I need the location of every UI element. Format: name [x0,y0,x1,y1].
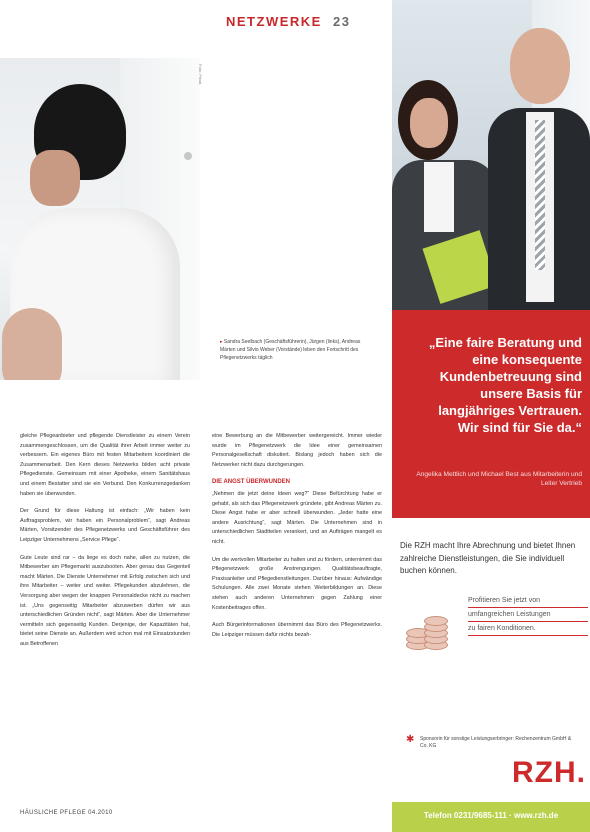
ad-photo-man-head [510,28,570,104]
ad-contact-text: Telefon 0231/9685-111 · www.rzh.de [423,811,559,820]
paragraph: „Nehmen die jetzt deine Ideen weg?“ Diese Befürchtung habe er gehabt, als sich das Pflegenetzwerk gründete, gibt Andreas Märten zu. Diese Angst habe er aber schnell überwunden. „Jeder hatte eine andere Ausrichtung“, sagt Märten. Die Unternehmen sind in unterschiedlichen Stadtteilen verankert, und an Aufträgen mangelt es nicht. [212,490,382,545]
section-subheading: DIE ANGST ÜBERWUNDEN [212,479,291,486]
benefit-line: umfangreichen Leistungen [468,610,588,622]
article-column-1 [20,432,190,657]
caption-bullet-icon: ▸ [220,339,224,345]
page-number: 23 [332,14,351,29]
paragraph: gleiche Pflegeanbieter und pflegende Dienstleister zu einem Verein zusammengeschlossen, um die Qualität ihrer Arbeit immer weiter zu verbessern. Ein eigenes Büro mit festen Mitarbeitern koordiniert die Zusammenarbeit. Den Kern dieses Netzwerks bilden acht private Pflegedienste. Gemeinsam mit einer Apotheke, einem Sanitätshaus und einem Bestatter sind sie ein Verbund. Den Konkurrenzgedanken haben sie überwunden. [20,433,190,497]
page-footer: HÄUSLICHE PFLEGE 04.2010 [20,810,113,816]
ad-intro-text: Die RZH macht Ihre Abrechnung und bietet Ihnen zahlreiche Dienstleistungen, die Sie individuell buchen können. [400,541,576,575]
ad-sponsor-text: Sponsorin für sonstige Leistungserbringer: Rechenzentrum GmbH & Co. KG [420,736,572,749]
ad-photo [392,0,590,310]
paragraph: Der Grund für diese Haltung ist einfach: „Wir haben kein Auftragsproblem, wir haben ein Personalproblem“, sagt Andreas Märten, Vorsitzender des Pflegenetzwerks und Geschäftsführer des Leipziger Unternehmens „Service Pflege“. [20,508,190,543]
paragraph: eine Bewerbung an die Mitbewerber weitergereicht. Immer wieder wurde im Pflegenetzwerk die Idee einer gemeinsamen Personalgesellschaft diskutiert. Bislang jedoch haben sich die Netzwerker nicht dazu durchgerungen. [212,433,382,468]
paragraph: Gute Leute sind rar – da liege es doch nahe, allen zu nutzen, die Mitbewerber am Pflegemarkt auszubooten. Aber genau das Gegenteil macht Märten. Die Dienste Unternehmer mit Erfolg zwischen sich und ihre Mitarbeiter – weiter und weiter. Pflegekunden abzulehnen, die Versorgung aber wegen der knappen Personaldecke nicht zu machen ist. „Uns gegenseitig Mitarbeiter abzuwerben dürfen wir aus unterschiedlichen Gründen nicht“, sagt Märten. Aber die Unternehmer vermitteln sich gegenseitig Kunden. Derjenige, der Kapazitäten hat, bietet seine Dienste an. Außerdem wird schon mal mit Einsatzstunden aus Betroffenen [20,554,190,647]
photo-door-knob [184,152,192,160]
paragraph: Um die wertvollen Mitarbeiter zu halten und zu fördern, unternimmt das Pflegenetzwerk große Anstrengungen. Qualitätsbeauftragte, Praxisanleiter und Pflegedienstleitungen. Darüber hinaus: Aufwändige Schulungen. Alle zwei Monate stehen Weiterbildungen an. Diese stehen auch anderen Unternehmen gegen Zahlung einer Kostenbeitrages offen. [212,556,382,611]
photo-person-arm [2,308,62,380]
section-title: NETZWERKE [226,14,322,29]
ad-photo-woman-face [410,98,448,148]
ad-photo-woman-shirt [424,162,454,232]
coin-stack-icon [404,610,448,650]
article-photo [0,58,200,380]
section-heading [226,14,350,29]
sponsor-icon: ✱ [406,734,415,745]
ad-quote-box [392,310,590,518]
ad-quote: „Eine faire Beratung und eine konsequente Kundenbetreuung sind unsere Basis für langjähriges Vertrauen. Wir sind für Sie da.“ [428,335,582,435]
ad-benefits [468,596,588,638]
photo-person-face [30,150,80,206]
ad-quote-attribution: Angelika Mettlich und Michael Best aus Mitarbeiterin und Leiter Vertrieb [416,471,582,487]
photo-credit: Foto: Privat [198,64,203,85]
article-column-2 [212,432,382,648]
ad-photo-man-tie [535,120,545,270]
ad-contact-bar [392,802,590,832]
benefit-line: zu fairen Konditionen. [468,624,588,636]
advertisement [392,0,590,832]
paragraph: Auch Bürgerinformationen übernimmt das Büro des Pflegenetzwerks. Die Leipziger müssen dafür nichts bezah- [212,622,382,638]
rzh-logo: RZH. [512,756,586,789]
photo-caption [220,338,370,362]
caption-text: Sandra Seelbach (Geschäftsführerin), Jürgen (links), Andreas Märten und Silvio Weber (Vorstände) leben den Fortschritt des Pflegenetzwerks täglich [220,339,361,361]
benefit-line: Profitieren Sie jetzt von [468,596,588,608]
coin-icon [424,616,448,626]
